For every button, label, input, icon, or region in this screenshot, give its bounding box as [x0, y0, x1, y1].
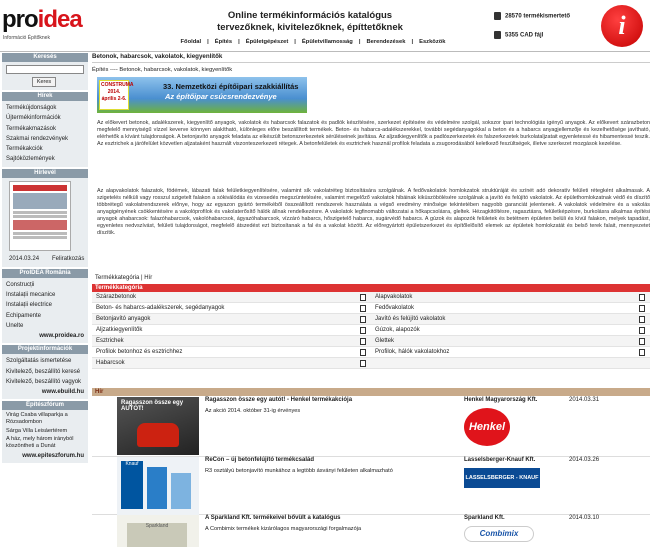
category-label: Fedővakolatok	[375, 305, 415, 311]
top-nav	[148, 39, 478, 45]
catalog-icon[interactable]	[360, 360, 366, 367]
catalog-icon[interactable]	[639, 316, 645, 323]
news-date: 2014.03.10	[569, 515, 600, 521]
romania-box-title: ProIDEA România	[2, 269, 88, 278]
category-item[interactable]	[92, 347, 371, 357]
category-item[interactable]	[92, 325, 371, 335]
catalog-icon[interactable]	[360, 305, 366, 312]
search-box	[2, 62, 88, 90]
cad-file-icon	[494, 31, 501, 39]
category-label: Alapvakolatok	[375, 294, 413, 300]
news-image[interactable]: Knauf	[117, 457, 199, 515]
news-title[interactable]: ReCon – új betonfelújító termékcsalád	[205, 457, 315, 463]
category-label: Szárazbetonok	[96, 294, 137, 300]
catalog-icon[interactable]	[639, 327, 645, 334]
news-box-title: Hírek	[2, 92, 88, 101]
nav-item-épületgépészet[interactable]: Épületgépészet	[245, 39, 289, 45]
lasselsberger-knauf-logo[interactable]: LASSELSBERGER - KNAUF	[464, 468, 540, 488]
category-label: Esztrichek	[96, 338, 124, 344]
news-date: 2014.03.26	[569, 457, 600, 463]
category-item[interactable]	[92, 303, 371, 313]
catalog-icon[interactable]	[639, 305, 645, 312]
combimix-logo[interactable]: Combimix	[464, 526, 534, 542]
catalog-icon[interactable]	[639, 338, 645, 345]
proidea-logo[interactable]	[1, 4, 91, 46]
newsletter-box	[2, 178, 88, 267]
content-tabs[interactable]: Termékkategória | Hír	[95, 275, 153, 281]
category-row	[92, 347, 650, 358]
category-label: Beton- és habarcs-adalékszerek, segédanyagok	[96, 305, 225, 311]
category-label: Javító és felújító vakolatok	[375, 316, 446, 322]
logo-dark-text: pro	[2, 6, 38, 33]
news-text: R3 osztályú betonjavító munkához a legtöbb ásványi felületen alkalmazható	[205, 468, 393, 474]
catalog-icon[interactable]	[639, 349, 645, 356]
category-row	[92, 303, 650, 314]
news-image[interactable]: Ragasszon össze egy AUTÓT!	[117, 397, 199, 455]
intro-paragraph-2: Az alapvakolatok falazatok, födémek, lábazati falak felületkiegyenlítésére, valamint sík vakolatréteg biztosítására szolgálnak. A fedővakolatok homlokzatok struktúráját és színét adó dekoratív felületi rétegként alkalmasak. A szigetelés nélküli vagy rosszul szigetelt falakon a sókiválódás és vizesedés megszüntetésére, valamint megelőző vakolatok hibáinak kiküszöbölésére szolgálnak a javító és felújító vakolatok. Az épülethomlokzatnak védő és díszítő többrétegű vakolatrendszerek előnye, hogy az egyazon gyártó termékéből összeállított rendszerek használata a végső eredmény minősége tekintetében nagyobb garanciát jelentenek. A vakolatok védelmére és a vakolás anyagigényének csökkentésére a vakolóprofilok és vakolaterősítő hálók állnak rendelkezésre. A vakolatok legfinomabb változatai a hőkapcsolásra, gleltek. Hézagkitöltésre, ragasztásra, felületképzésre, burkolásra alkalmas építési anyagok ahabarcsok: falazóhabarcsok, vakolóhabarcsok, ágyazóhabarcsok, vízzáró habarcs, hőszigetelő habarcs, sugárvédő habarcs. A gúzok és alapozók felületek és betétnem épületen belüli és kívül falakon, melyek tapadást, egyenletes nedvszívást, felületi tulajdonságot, megfelelő átszedést ezt biztosítanak a fal és a vakolat között. Az előregyártott épületszerkezet és építőlelősítő elemek az épületek homlokzatát és belső terek falait, mennyezetet díszítik.	[97, 188, 650, 236]
category-item	[371, 358, 650, 368]
news-company[interactable]: Sparkland Kft.	[464, 515, 505, 521]
search-input[interactable]	[6, 65, 84, 74]
nav-item-berendezések[interactable]: Berendezések	[366, 39, 406, 45]
site-title	[185, 10, 435, 34]
nav-item-főoldal[interactable]: Főoldal	[180, 39, 202, 45]
sidebar-news-link[interactable]: Sajtóközlemények	[6, 156, 55, 163]
category-row	[92, 358, 650, 369]
nav-separator: |	[207, 39, 209, 45]
search-button[interactable]: Keres	[32, 77, 56, 87]
sidebar-forum-link[interactable]: Virág Csaba villaparkja a Rózsadombon	[6, 412, 68, 426]
nav-separator: |	[411, 39, 414, 45]
ebuild-site-link[interactable]: www.ebuild.hu	[41, 389, 84, 396]
banner-line-1: 33. Nemzetközi építőipari szakkiállítás	[163, 82, 299, 91]
category-label: Glettek	[375, 338, 395, 344]
newsletter-thumbnail[interactable]	[9, 181, 71, 251]
news-company[interactable]: Lasselsberger-Knauf Kft.	[464, 457, 536, 463]
product-count[interactable]: 28570 termékismertető	[494, 12, 570, 20]
forum-box-title: Építészfórum	[2, 401, 88, 410]
intro-paragraph-1: Az előkevert betonok, adalékszerek, kiegyenlítő anyagok, vakolatok és habarcsok falazatok és padlók készítésére, szerkezet építésére és védelmére szolgál, sokszor ipari technológiás igényű anyagok. Az előkevert szárazbeton megfelelő mennyiségű vízzel keverve könnyen alakítható, különleges előre beszállított termékek. Beton- és habarcs-adalékszerekkel, további segédanyagokkal a beton és a habarcs anyagjellemzője és kezelhetősége javítható, elérhetők a kívánt tulajdonságok. A betonjavító anyagok feladata az elkészült betonszerkezetek sérüléseinek javítása. Az aljzatkiegyenlítők a padlószerkezetek és falszerkezetek burkolataljzatait egyenletessé és hibamentessé teszik. Az esztrichek a járófelület közvetlen aljzataként használt viszonteszerkezeti rétegek. A betonfelületek és esztrichek használ profilok feladata a zsugorodásából keletkező feszültségek, illetve szerkezet mozgások kezelése.	[97, 120, 650, 147]
catalog-icon[interactable]	[360, 349, 366, 356]
sidebar-romania-link[interactable]: Construcții	[6, 281, 35, 288]
romania-box	[2, 278, 88, 343]
catalog-icon[interactable]	[360, 327, 366, 334]
info-badge-icon[interactable]: i	[601, 5, 643, 47]
news-item[interactable]	[92, 397, 650, 457]
sidebar-romania-link[interactable]: Unelte	[6, 322, 24, 329]
newsletter-box-title: Hírlevél	[2, 169, 88, 178]
news-section-header: Hír	[92, 388, 650, 396]
category-section-header: Termékkategória	[92, 284, 650, 292]
catalog-icon[interactable]	[360, 316, 366, 323]
category-label: Gúzok, alapozók	[375, 327, 420, 333]
logo-tagline: Információ Építőknek	[3, 35, 50, 41]
category-item[interactable]	[92, 292, 371, 302]
construma-logo: CONSTRUMA 2014. április 2-6.	[99, 80, 129, 110]
sidebar-news-link[interactable]: Szakmai rendezvények	[6, 135, 69, 142]
henkel-logo[interactable]: Henkel	[464, 408, 510, 446]
sidebar-romania-link[interactable]: Instalații electrice	[6, 302, 53, 309]
news-image[interactable]: Sparkland	[117, 515, 199, 547]
page-title: Betonok, habarcsok, vakolatok, kiegyenlítők	[92, 53, 223, 60]
category-label: Profilok, hálók vakolatokhoz	[375, 349, 450, 355]
banner-line-2: Az építőipar csúcsrendezvénye	[165, 92, 277, 101]
category-row	[92, 336, 650, 347]
project-box	[2, 354, 88, 399]
newsletter-subscribe-link[interactable]: Feliratkozás	[52, 255, 85, 262]
news-text: Az akció 2014. október 31-ig érvényes	[205, 408, 301, 414]
sidebar-forum-link[interactable]: A ház, mely három irányból köszöntheti a Dunát	[6, 435, 74, 449]
news-title[interactable]: A Sparkland Kft. termékeivel bővült a katalógus	[205, 515, 341, 521]
nav-item-épületvillamosság[interactable]: Épületvillamosság	[301, 39, 353, 45]
nav-separator: |	[358, 39, 361, 45]
sidebar-project-link[interactable]: Szolgáltatás ismertetése	[6, 358, 72, 365]
news-text: A Combimix termékek kizárólagos magyarországi forgalmazója	[205, 526, 362, 532]
sidebar-project-link[interactable]: Kivitelező, beszállító keresé	[6, 368, 81, 375]
epiteszforum-site-link[interactable]: www.epiteszforum.hu	[22, 453, 84, 460]
breadcrumb[interactable]: Építés ---- Betonok, habarcsok, vakolatok, kiegyenlítők	[92, 67, 233, 73]
nav-separator: |	[294, 39, 296, 45]
news-company[interactable]: Henkel Magyarország Kft.	[464, 397, 538, 403]
nav-item-eszközök[interactable]: Eszközök	[419, 39, 446, 45]
news-box	[2, 101, 88, 167]
category-grid	[92, 292, 650, 369]
category-label: Habarcsok	[96, 360, 125, 366]
sidebar-news-link[interactable]: Termékújdonságok	[6, 105, 57, 111]
title-line-1: Online termékinformációs katalógus	[227, 10, 393, 21]
category-label: Aljzatkiegyenlítők	[96, 327, 143, 333]
category-item[interactable]	[92, 336, 371, 346]
category-item[interactable]	[371, 325, 650, 335]
sidebar-romania-link[interactable]: Instalații mecanice	[6, 292, 56, 299]
construma-banner[interactable]	[97, 77, 307, 113]
category-item[interactable]	[371, 303, 650, 313]
nav-item-építés[interactable]: Építés	[214, 39, 233, 45]
logo-red-text: idea	[37, 6, 82, 33]
title-line-2: tervezőknek, kivitelezőknek, építtetőknek	[217, 22, 403, 33]
newsletter-date: 2014.03.24	[9, 255, 40, 262]
category-row	[92, 325, 650, 336]
category-item[interactable]	[92, 358, 371, 368]
document-icon	[494, 12, 501, 20]
category-row	[92, 314, 650, 325]
category-item[interactable]	[371, 347, 650, 357]
category-row	[92, 292, 650, 303]
sidebar-news-link[interactable]: Újtermékinformációk	[6, 115, 61, 122]
category-item[interactable]	[92, 314, 371, 324]
news-item[interactable]	[92, 457, 650, 515]
sidebar-news-link[interactable]: Termékakciók	[6, 146, 43, 153]
catalog-icon[interactable]	[639, 294, 645, 301]
category-item[interactable]	[371, 314, 650, 324]
catalog-icon[interactable]	[360, 294, 366, 301]
news-title[interactable]: Ragasszon össze egy autót! - Henkel termékakciója	[205, 397, 353, 403]
category-item[interactable]	[371, 336, 650, 346]
site-header	[0, 0, 650, 52]
romania-site-link[interactable]: www.proidea.ro	[39, 333, 84, 340]
sidebar-forum-link[interactable]: Sárga Villa Leisáertérem	[6, 427, 68, 434]
sidebar-project-link[interactable]: Kivitelező, beszállító vagyok	[6, 378, 82, 385]
search-box-title: Keresés	[2, 53, 88, 62]
title-divider	[92, 62, 650, 63]
sidebar-romania-link[interactable]: Echipamente	[6, 312, 42, 319]
news-date: 2014.03.31	[569, 397, 600, 403]
cad-count[interactable]: 5355 CAD fájl	[494, 31, 543, 39]
nav-separator: |	[238, 39, 240, 45]
project-box-title: Projektinformációk	[2, 345, 88, 354]
catalog-icon[interactable]	[360, 338, 366, 345]
news-item[interactable]	[92, 515, 650, 547]
sidebar-news-link[interactable]: Termékakmazások	[6, 125, 57, 132]
category-label: Betonjavító anyagok	[96, 316, 151, 322]
sidebar	[2, 53, 88, 465]
forum-box	[2, 410, 88, 463]
category-item[interactable]	[371, 292, 650, 302]
category-label: Profilok betonhoz és esztrichhez	[96, 349, 183, 355]
